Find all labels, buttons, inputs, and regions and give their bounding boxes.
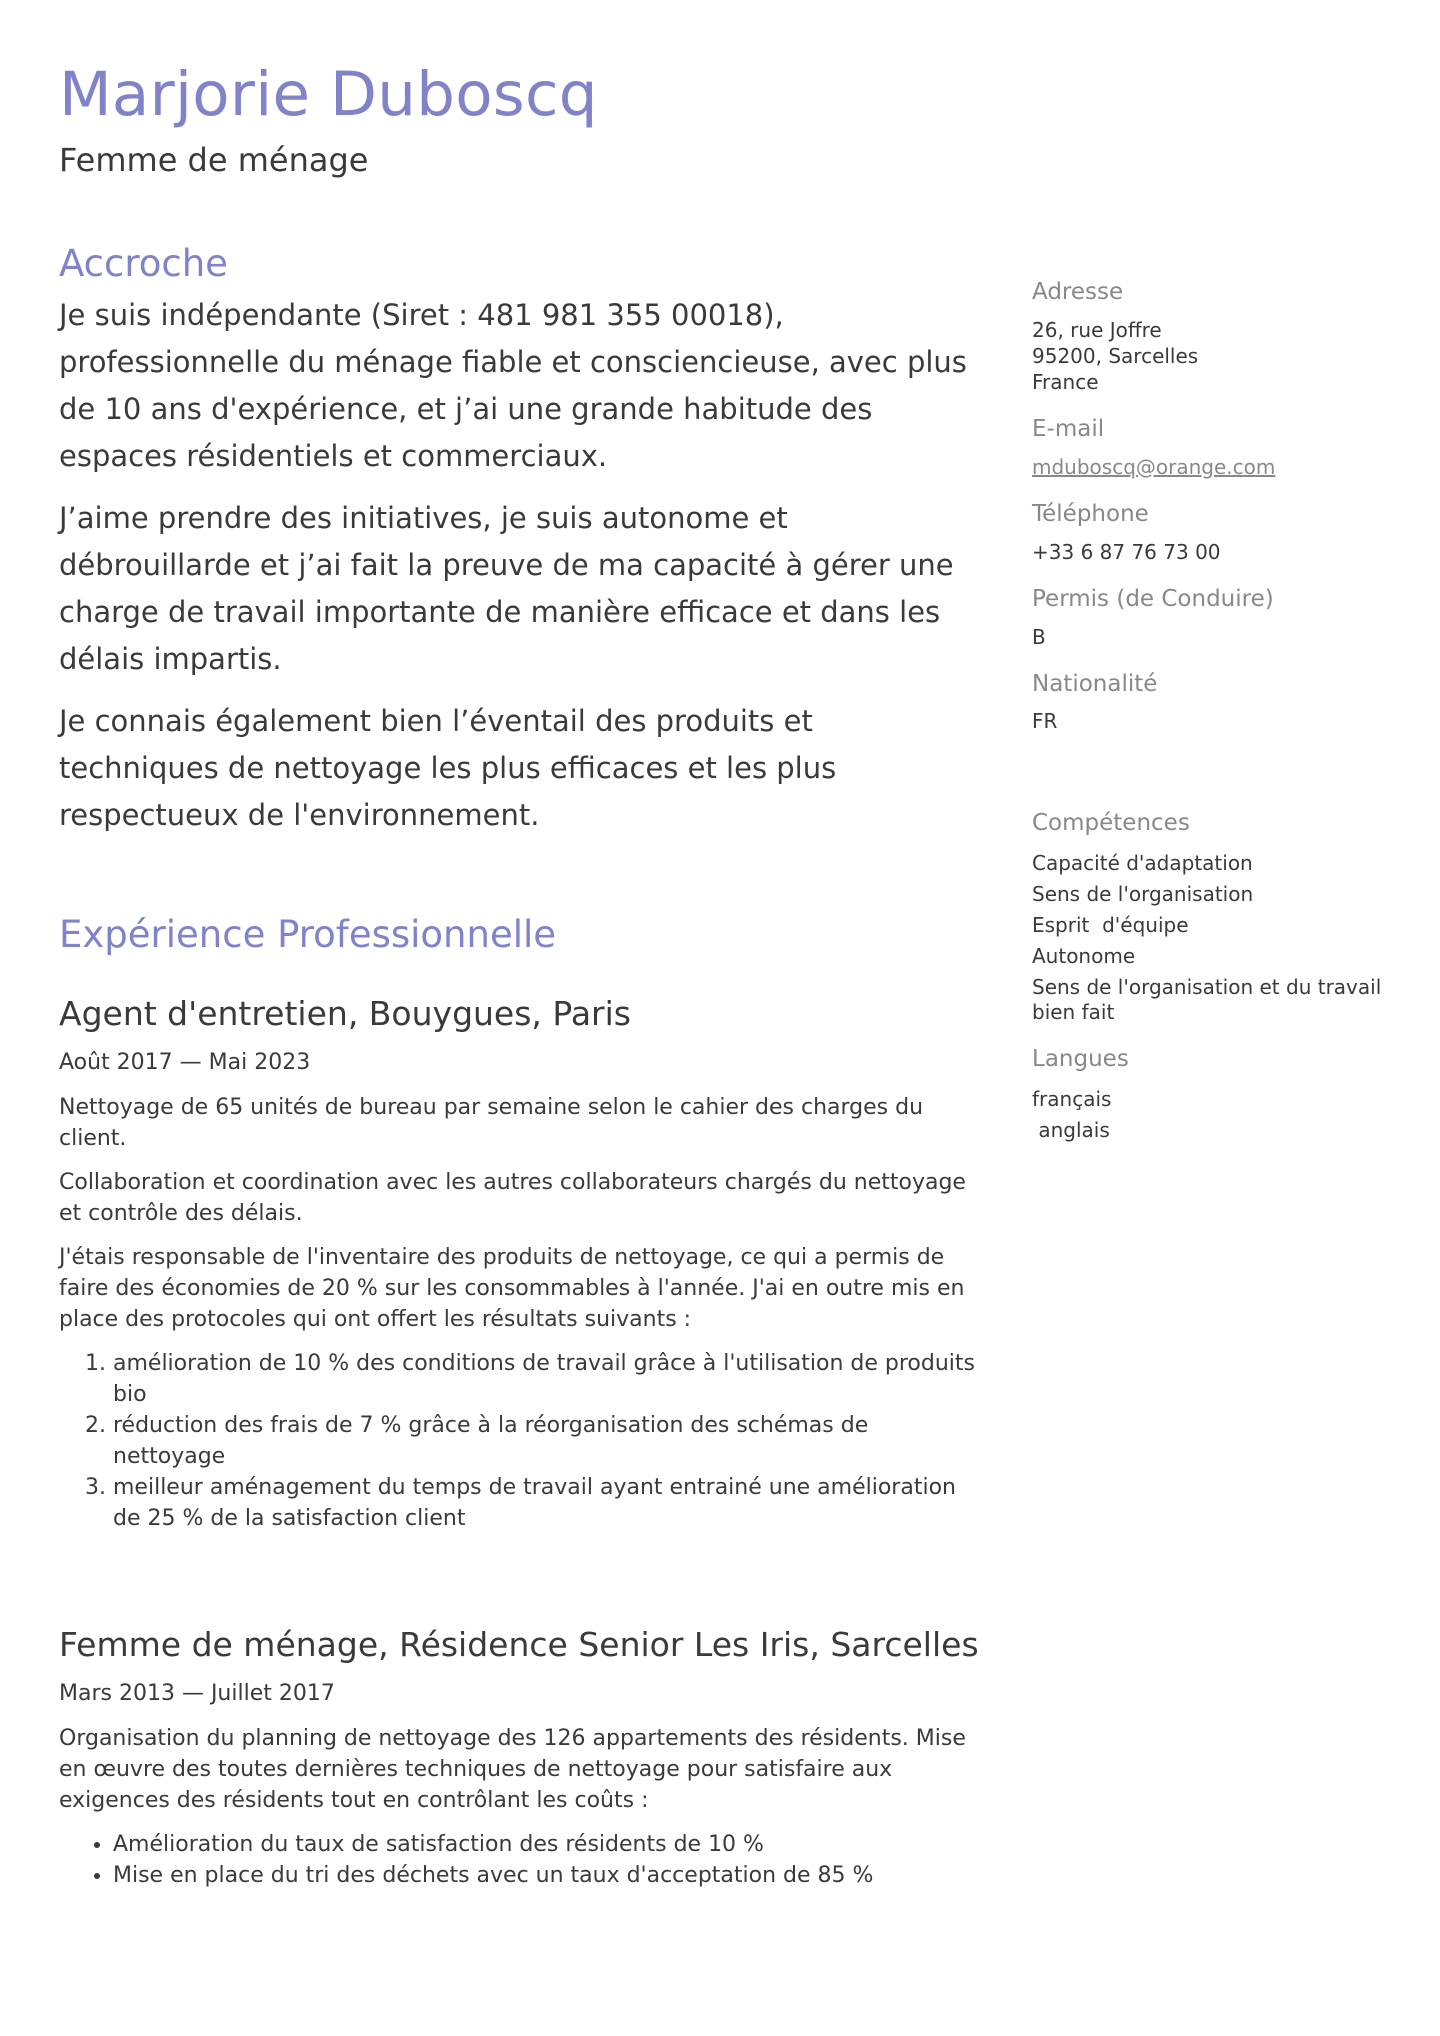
list-item: 3. meilleur aménagement du temps de travail ayant entrainé une amélioration de 25 % de la satisfaction client bbox=[113, 1472, 979, 1534]
job-title: Femme de ménage, Résidence Senior Les Iris, Sarcelles bbox=[59, 1624, 979, 1664]
language-item: français bbox=[1032, 1087, 1112, 1112]
nationality-label: Nationalité bbox=[1032, 670, 1158, 697]
skills-label: Compétences bbox=[1032, 810, 1190, 837]
email-link[interactable]: mduboscq@orange.com bbox=[1032, 454, 1276, 479]
phone-block bbox=[1032, 500, 1392, 565]
languages-label: Langues bbox=[1032, 1046, 1129, 1073]
summary-paragraph: Je connais également bien l’éventail des produits et techniques de nettoyage les plus efficaces et les plus respectueux de l'environnement. bbox=[59, 704, 837, 833]
summary-paragraph: J’aime prendre des initiatives, je suis autonome et débrouillarde et j’ai fait la preuve de ma capacité à gérer une charge de travail importante de manière efficace et dans les délais impartis. bbox=[59, 501, 954, 677]
list-item: • Amélioration du taux de satisfaction des résidents de 10 % bbox=[113, 1829, 979, 1860]
job-title: Agent d'entretien, Bouygues, Paris bbox=[59, 994, 631, 1034]
nationality-value: FR bbox=[1032, 709, 1058, 734]
list-item: • Mise en place du tri des déchets avec un taux d'acceptation de 85 % bbox=[113, 1860, 979, 1891]
candidate-title: Femme de ménage bbox=[59, 141, 369, 179]
job-achievements-list bbox=[59, 1829, 979, 1891]
phone-value: +33 6 87 76 73 00 bbox=[1032, 539, 1221, 564]
address-line: 26, rue Joffre bbox=[1032, 317, 1162, 342]
address-label: Adresse bbox=[1032, 279, 1124, 305]
sidebar bbox=[1032, 278, 1392, 1166]
job-entry bbox=[59, 1624, 979, 1891]
skill-item: Autonome bbox=[1032, 944, 1136, 969]
summary-paragraph: Je suis indépendante (Siret : 481 981 355 00018), professionnelle du ménage fiable et consciencieuse, avec plus de 10 ans d'expérience, et j’ai une grande habitude des espaces résidentiels et commerciaux. bbox=[59, 298, 967, 474]
job-achievements-list bbox=[59, 1348, 979, 1534]
job-description: J'étais responsable de l'inventaire des produits de nettoyage, ce qui a permis de faire des économies de 20 % sur les consommables à l'année. J'ai en outre mis en place des protocoles qui ont offert les résultats suivants : bbox=[59, 1244, 965, 1332]
address-line: France bbox=[1032, 369, 1099, 394]
email-label: E-mail bbox=[1032, 415, 1105, 442]
experience-heading: Expérience Professionnelle bbox=[59, 913, 557, 957]
summary-section bbox=[59, 292, 979, 839]
job-entry bbox=[59, 993, 979, 1534]
languages-block bbox=[1032, 1045, 1392, 1146]
job-description: Organisation du planning de nettoyage des 126 appartements des résidents. Mise en œuvre des toutes dernières techniques de nettoyage pour satisfaire aux exigences des résidents tout en contrôlant les coûts : bbox=[59, 1725, 966, 1813]
nationality-block bbox=[1032, 670, 1392, 735]
skill-item: Sens de l'organisation bbox=[1032, 882, 1254, 907]
main-column bbox=[59, 240, 979, 1891]
address-block bbox=[1032, 278, 1392, 395]
job-description: Nettoyage de 65 unités de bureau par semaine selon le cahier des charges du client. bbox=[59, 1094, 924, 1151]
job-dates: Mars 2013 — Juillet 2017 bbox=[59, 1680, 335, 1706]
phone-label: Téléphone bbox=[1032, 500, 1149, 527]
summary-heading: Accroche bbox=[59, 242, 228, 285]
license-value: B bbox=[1032, 624, 1046, 649]
license-label: Permis (de Conduire) bbox=[1032, 585, 1274, 612]
language-item: anglais bbox=[1032, 1118, 1110, 1143]
skills-block bbox=[1032, 809, 1392, 1025]
email-block bbox=[1032, 415, 1392, 480]
skill-item: Capacité d'adaptation bbox=[1032, 851, 1253, 876]
address-line: 95200, Sarcelles bbox=[1032, 343, 1199, 368]
skill-item: Esprit d'équipe bbox=[1032, 913, 1189, 938]
license-block bbox=[1032, 585, 1392, 650]
candidate-name: Marjorie Duboscq bbox=[59, 59, 598, 130]
job-dates: Août 2017 — Mai 2023 bbox=[59, 1050, 311, 1076]
job-description: Collaboration et coordination avec les autres collaborateurs chargés du nettoyage et contrôle des délais. bbox=[59, 1169, 966, 1226]
list-item: 1. amélioration de 10 % des conditions de travail grâce à l'utilisation de produits bio bbox=[113, 1348, 979, 1410]
skill-item: Sens de l'organisation et du travail bien fait bbox=[1032, 975, 1382, 1025]
list-item: 2. réduction des frais de 7 % grâce à la réorganisation des schémas de nettoyage bbox=[113, 1410, 979, 1472]
